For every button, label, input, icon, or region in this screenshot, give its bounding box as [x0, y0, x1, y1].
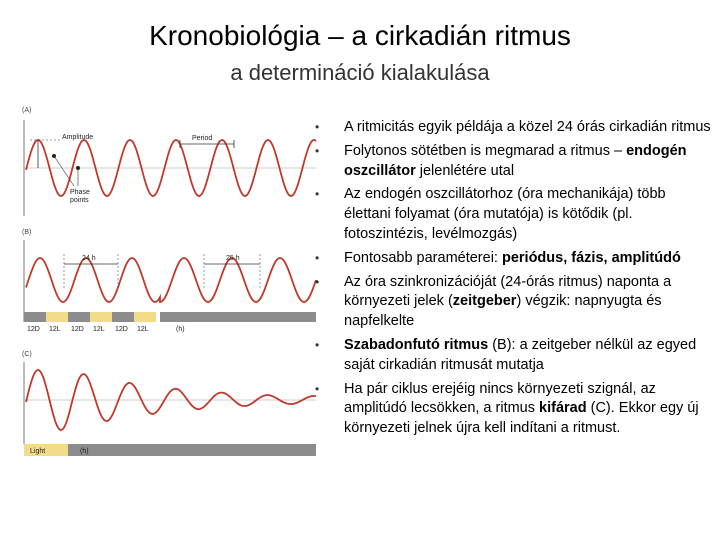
- period-label: Period: [192, 135, 213, 142]
- bullet-text: Folytonos sötétben is megmarad a ritmus –: [344, 142, 627, 159]
- panel-c-dark-bar: [68, 444, 316, 456]
- bullet-text: jelenlétére utal: [415, 162, 515, 179]
- bullet-bold-text: zeitgeber: [452, 293, 517, 310]
- panel-c-hours-label: (h): [80, 448, 89, 455]
- light-bar-segment: [134, 312, 156, 322]
- panel-c-label: (C): [22, 351, 32, 358]
- bullet-item: [312, 336, 712, 376]
- bullet-item: [312, 273, 712, 332]
- bar-segment-label: 12D: [71, 326, 84, 333]
- bar-segment-label: 12L: [93, 326, 105, 333]
- dark-bar-segment: [24, 312, 46, 322]
- panel-b-hours-label: (h): [176, 326, 185, 333]
- bullet-item: [312, 249, 712, 269]
- bullet-text: (C). Ekkor egy új környezeti jelnek újra kell indítani a ritmust.: [344, 400, 699, 437]
- bullet-text: ) végzik: napnyugta és napfelkelte: [344, 293, 662, 330]
- amplitude-label: Amplitude: [62, 134, 94, 141]
- bar-segment-label: 12D: [27, 326, 40, 333]
- bullet-text: Ha pár ciklus erejéig nincs környezeti szignál, az amplitúdó lecsökken, a ritmus: [344, 380, 656, 417]
- slide-title: Kronobiológia – a cirkadián ritmus: [149, 20, 571, 51]
- bullet-bold-text: periódus, fázis, amplitúdó: [501, 249, 681, 266]
- bullet-list: [312, 118, 712, 443]
- period-24-label: 24 h: [82, 255, 96, 262]
- bullet-text: (B): a zeitgeber nélkül az egyed saját cirkadián ritmusát mutatja: [344, 336, 697, 373]
- dark-bar-segment: [112, 312, 134, 322]
- bullet-bold-text: Szabadonfutó ritmus: [344, 336, 489, 353]
- bullet-item: [312, 118, 712, 138]
- panel-b-bar-labels: [27, 326, 149, 333]
- bullet-text: Az óra szinkronizációját (24-órás ritmus) naponta a környezeti jelek (: [344, 273, 672, 310]
- panel-b-light-dark-bars: [24, 312, 156, 322]
- bullet-item: [312, 185, 712, 244]
- bullet-item: [312, 380, 712, 439]
- slide-subtitle: a determináció kialakulása: [230, 60, 490, 85]
- panel-b-wave: [26, 258, 316, 302]
- panel-c-light-label: Light: [30, 448, 46, 455]
- bullet-text: A ritmicitás egyik példája a közel 24 órás cirkadián ritmus: [344, 119, 711, 135]
- bar-segment-label: 12L: [137, 326, 149, 333]
- phase-label-1: Phase: [70, 189, 90, 196]
- bullet-text: Az endogén oszcillátorhoz (óra mechanikája) több élettani folyamat (óra mutatója) is kötődik (pl. fotoszintézis, levélmozgás): [344, 186, 666, 242]
- bullet-text: Fontosabb paraméterei:: [344, 249, 502, 266]
- panel-b-dark-bar-continuous: [160, 312, 316, 322]
- light-bar-segment: [46, 312, 68, 322]
- bullet-item: [312, 142, 712, 182]
- dark-bar-segment: [68, 312, 90, 322]
- period-25-label: 25 h: [226, 255, 240, 262]
- bullet-bold-text: kifárad: [539, 400, 587, 417]
- light-bar-segment: [90, 312, 112, 322]
- panel-b-label: (B): [22, 229, 32, 236]
- bullet-bold-text: endogén oszcillátor: [344, 142, 687, 179]
- bar-segment-label: 12L: [49, 326, 61, 333]
- circadian-rhythm-figure: [20, 100, 320, 480]
- phase-label-2: points: [70, 197, 89, 204]
- panel-a-label: (A): [22, 107, 32, 114]
- bar-segment-label: 12D: [115, 326, 128, 333]
